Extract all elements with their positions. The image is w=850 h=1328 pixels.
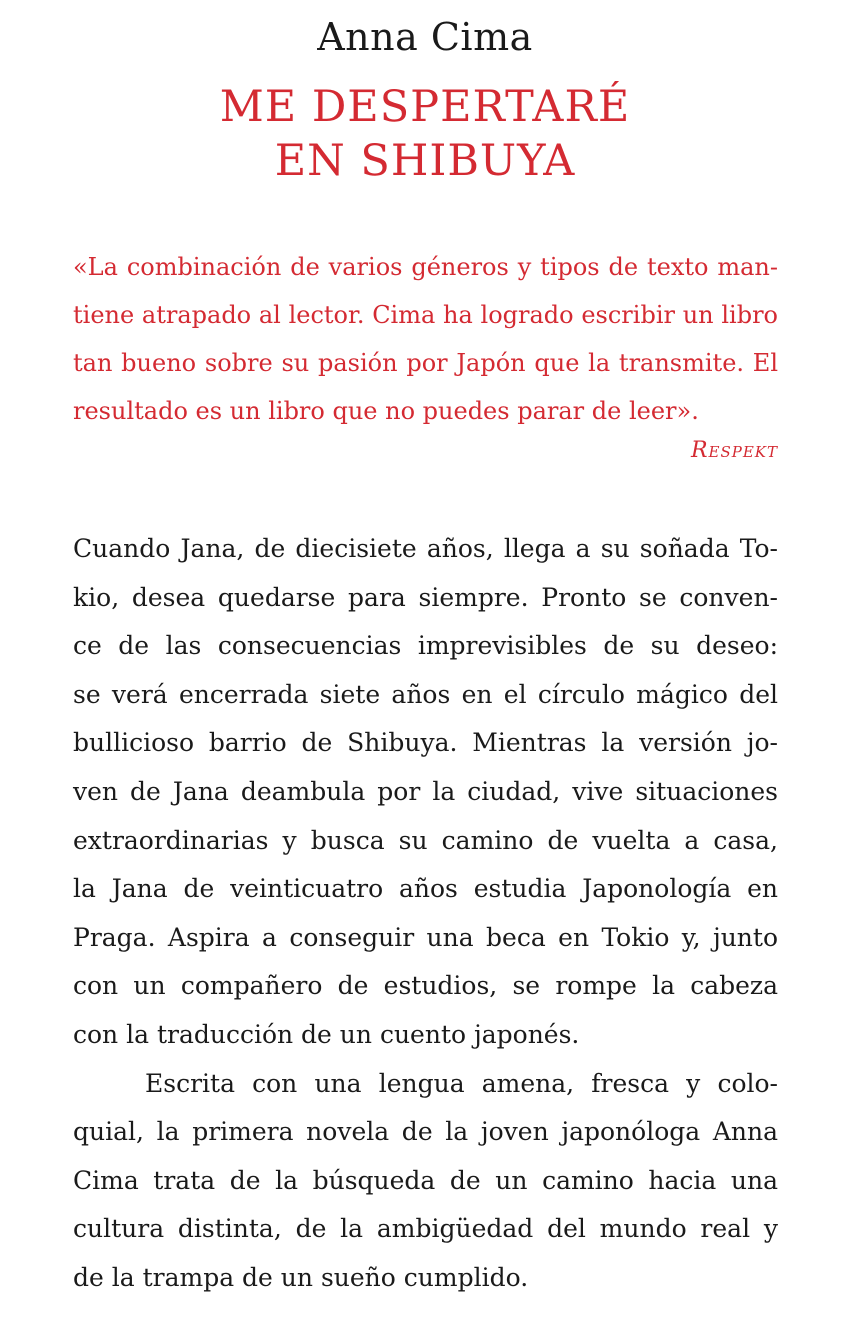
synopsis xyxy=(73,525,778,1303)
synopsis-line: bullicioso barrio de Shibuya. Mientras la versión jo- xyxy=(73,728,778,758)
quote-source: Respekt xyxy=(690,438,778,463)
synopsis-line: Praga. Aspira a conseguir una beca en Tokio y, junto xyxy=(73,922,778,952)
quote-line: tiene atrapado al lector. Cima ha logrado escribir un libro xyxy=(73,301,778,329)
synopsis-line: la Jana de veinticuatro años estudia Japonología en xyxy=(73,874,778,904)
synopsis-line: Escrita con una lengua amena, fresca y colo- xyxy=(145,1068,778,1098)
synopsis-line: Cuando Jana, de diecisiete años, llega a su soñada To- xyxy=(73,534,778,563)
synopsis-line: kio, desea quedarse para siempre. Pronto se conven- xyxy=(73,582,778,612)
synopsis-line: extraordinarias y busca su camino de vuelta a casa, xyxy=(73,825,778,855)
synopsis-line: se verá encerrada siete años en el círculo mágico del xyxy=(73,679,778,709)
synopsis-line: con un compañero de estudios, se rompe la cabeza xyxy=(73,971,778,1001)
book-title xyxy=(0,80,850,188)
quote-line: tan bueno sobre su pasión por Japón que la transmite. El xyxy=(73,349,778,377)
review-quote xyxy=(73,243,778,435)
quote-line: «La combinación de varios géneros y tipos de texto man- xyxy=(73,253,778,281)
synopsis-line: quial, la primera novela de la joven japonóloga Anna xyxy=(73,1117,778,1147)
synopsis-line: con la traducción de un cuento japonés. xyxy=(73,1019,580,1049)
synopsis-line: cultura distinta, de la ambigüedad del mundo real y xyxy=(73,1214,778,1244)
quote-line: resultado es un libro que no puedes parar de leer». xyxy=(73,397,699,425)
synopsis-line: ce de las consecuencias imprevisibles de su deseo: xyxy=(73,631,778,661)
book-title-line-2: EN SHIBUYA xyxy=(274,136,576,186)
author-name: Anna Cima xyxy=(317,15,533,59)
synopsis-line: Cima trata de la búsqueda de un camino hacia una xyxy=(73,1165,778,1195)
synopsis-line: ven de Jana deambula por la ciudad, vive situaciones xyxy=(73,776,778,806)
synopsis-line: de la trampa de un sueño cumplido. xyxy=(73,1262,529,1292)
book-title-line-1: ME DESPERTARÉ xyxy=(219,82,631,132)
